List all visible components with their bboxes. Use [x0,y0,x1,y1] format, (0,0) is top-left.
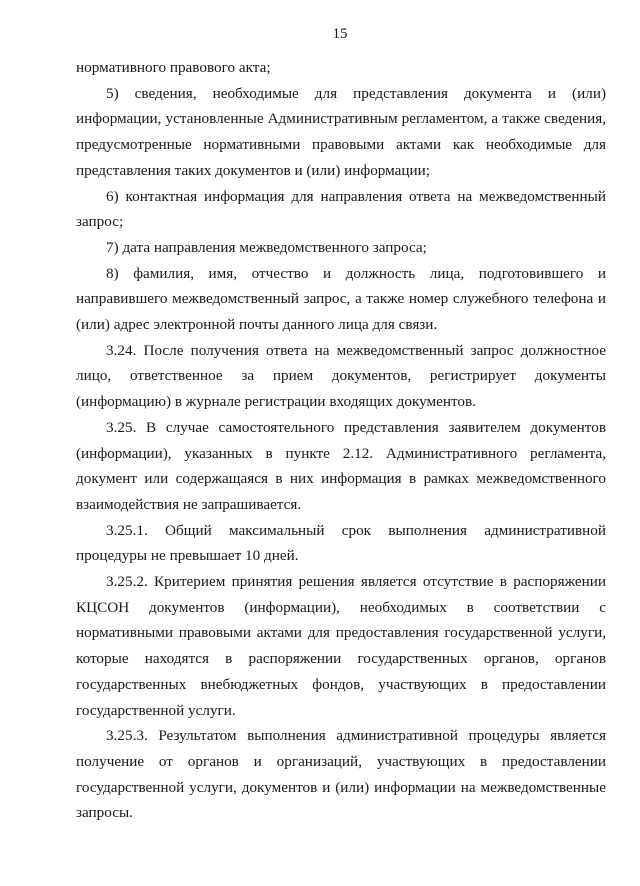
paragraph-3-24: 3.24. После получения ответа на межведомственный запрос должностное лицо, ответственное за прием документов, регистрирует документы (информацию) в журнале регистрации входящих документов. [76,341,606,411]
paragraph-3-25-3: 3.25.3. Результатом выполнения административной процедуры является получение от органов и организаций, участвующих в предоставлении государственной услуги, документов и (или) информации на межведомственные запросы. [76,727,606,822]
paragraph-3-25-1: 3.25.1. Общий максимальный срок выполнения административной процедуры не превышает 10 дней. [76,521,606,565]
paragraph-item-7: 7) дата направления межведомственного запроса; [106,238,427,256]
page-number: 15 [332,26,348,42]
document-body [76,55,606,826]
paragraph-3-25-2: 3.25.2. Критерием принятия решения является отсутствие в распоряжении КЦСОН документов (информации), необходимых в соответствии с нормативными правовыми актами для предоставления государственной услуги, которые находятся в распоряжении государственных органов, органов государственных внебюджетных фондов, участвующих в предоставлении государственной услуги. [76,573,606,719]
paragraph-3-25: 3.25. В случае самостоятельного представления заявителем документов (информации), указанных в пункте 2.12. Административного регламента, документ или содержащаяся в них информация в рамках межведомственного взаимодействия не запрашивается. [76,418,606,513]
paragraph-item-5: 5) сведения, необходимые для представления документа и (или) информации, установленные Административным регламентом, а также сведения, предусмотренные нормативными правовыми актами как необходимые для представления таких документов и (или) информации; [76,84,606,179]
paragraph-item-6: 6) контактная информация для направления ответа на межведомственный запрос; [76,187,606,231]
paragraph-continuation: нормативного правового акта; [76,59,271,76]
paragraph-item-8: 8) фамилия, имя, отчество и должность лица, подготовившего и направившего межведомственный запрос, а также номер служебного телефона и (или) адрес электронной почты данного лица для связи. [76,264,606,334]
